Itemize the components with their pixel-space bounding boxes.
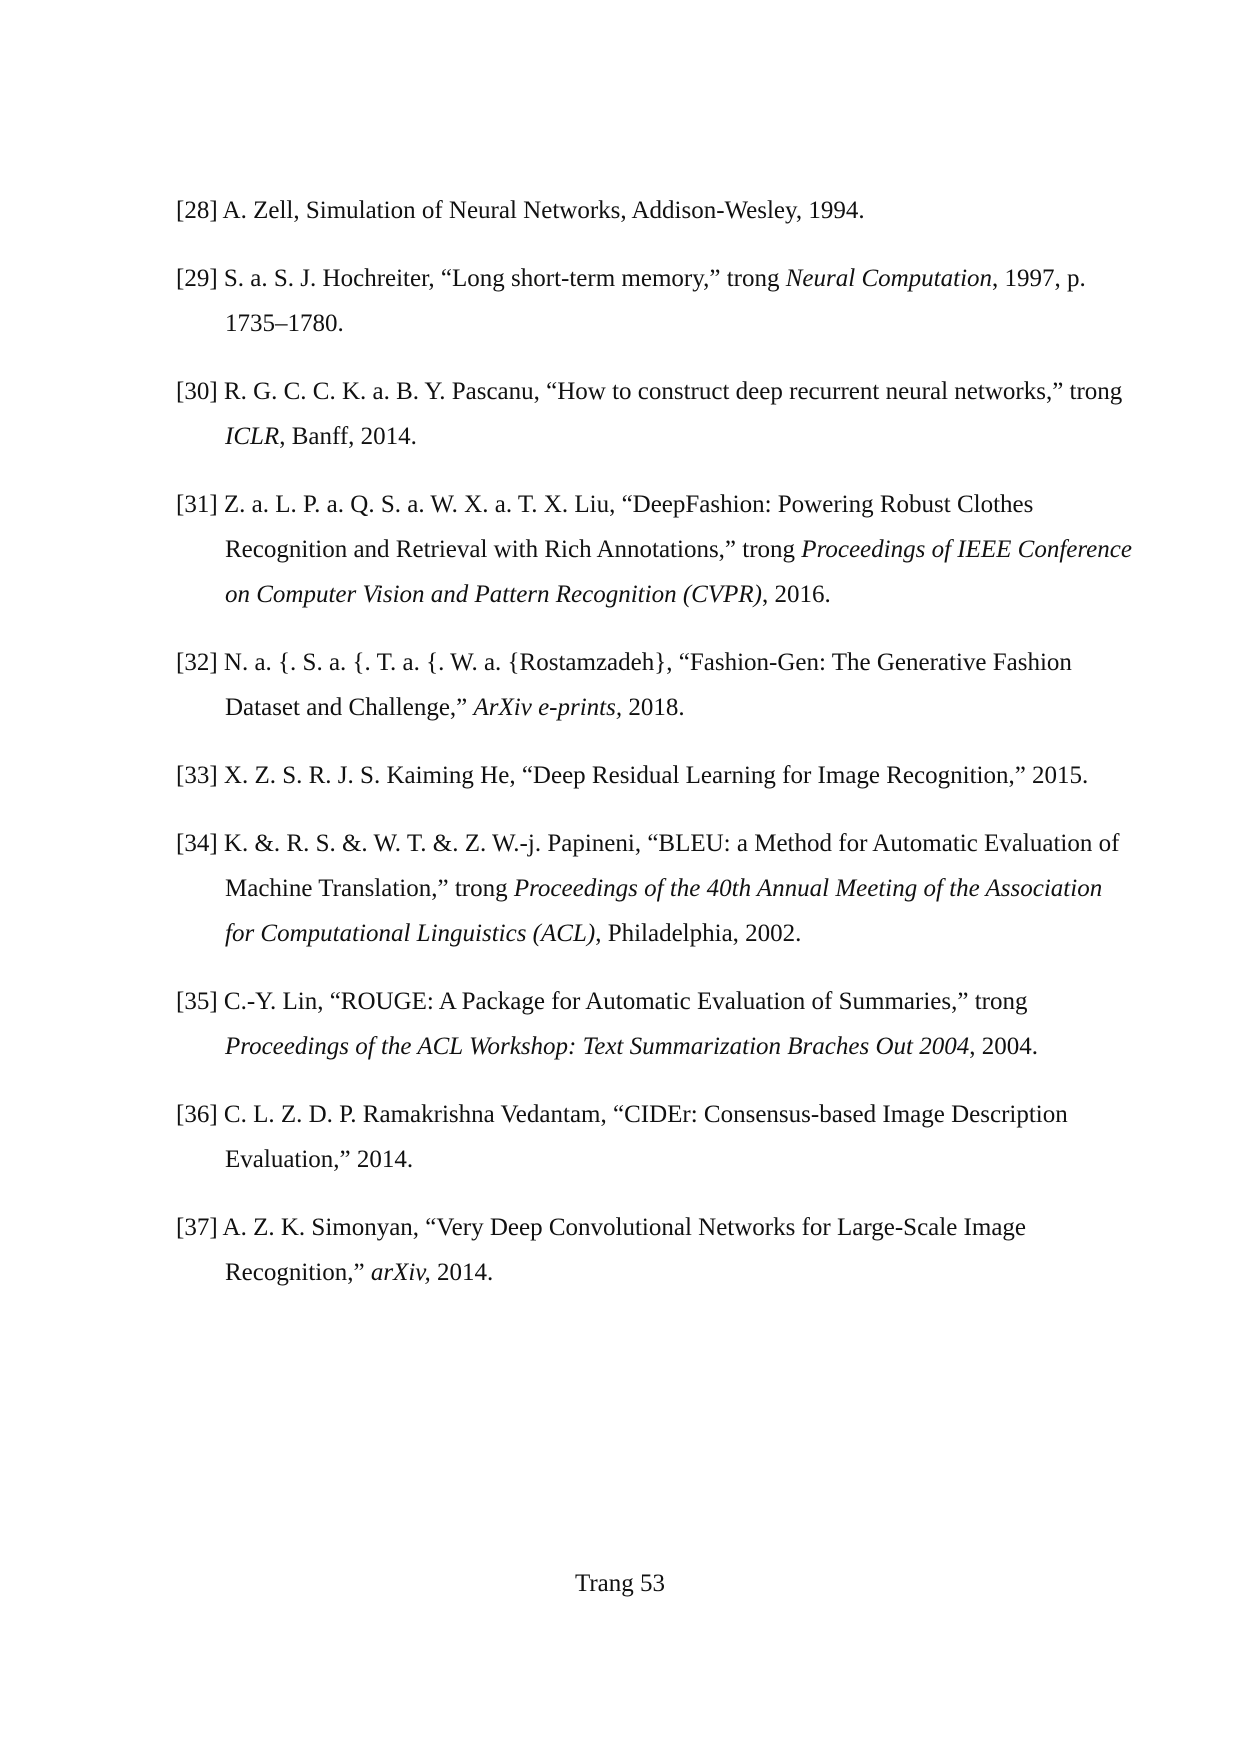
reference-item-37 [176,1205,1136,1295]
reference-number: [32] [176,649,218,676]
reference-item-33 [176,753,1136,798]
reference-text: A. Zell, Simulation of Neural Networks, Addison-Wesley, 1994. [222,197,865,224]
reference-text: C. L. Z. D. P. Ramakrishna Vedantam, “CIDEr: Consensus-based Image Description Evaluation,” 2014. [223,1101,1068,1173]
reference-item-35 [176,979,1136,1069]
reference-venue: arXiv, [370,1259,431,1286]
reference-number: [37] [176,1214,218,1241]
reference-venue: Proceedings of the 40th Annual Meeting of the Association for Computational Linguistics (ACL) [225,875,1103,947]
reference-venue: ICLR [225,423,280,450]
reference-number: [36] [176,1101,218,1128]
reference-text: R. G. C. C. K. a. B. Y. Pascanu, “How to construct deep recurrent neural networks,” trong [223,378,1123,405]
reference-text: C.-Y. Lin, “ROUGE: A Package for Automatic Evaluation of Summaries,” trong [223,988,1028,1015]
reference-text-end: 2018. [622,694,685,721]
reference-item-34 [176,821,1136,956]
reference-venue: ArXiv e-prints, [473,694,623,721]
reference-venue: Proceedings of the ACL Workshop: Text Summarization Braches Out 2004 [225,1033,970,1060]
reference-item-28 [176,188,1136,233]
reference-item-30 [176,369,1136,459]
reference-item-32 [176,640,1136,730]
reference-number: [29] [176,265,218,292]
reference-text: K. &. R. S. &. W. T. &. Z. W.-j. Papineni, “BLEU: a Method for Automatic Evaluation of Machine Translation,” trong [223,830,1120,902]
reference-text-end: , 1997, p. 1735–1780. [225,265,1086,337]
reference-item-36 [176,1092,1136,1182]
reference-venue: Proceedings of IEEE Conference on Computer Vision and Pattern Recognition (CVPR) [225,536,1132,608]
reference-text-end: 2014. [430,1259,494,1286]
reference-text: A. Z. K. Simonyan, “Very Deep Convolutional Networks for Large-Scale Image Recognition,” [222,1214,1027,1286]
reference-list [176,188,1136,1318]
reference-text-end: , Philadelphia, 2002. [595,920,802,947]
reference-number: [31] [176,491,218,518]
page-number-footer: Trang 53 [574,1570,666,1597]
reference-text: X. Z. S. R. J. S. Kaiming He, “Deep Residual Learning for Image Recognition,” 2015. [223,762,1089,789]
reference-item-31 [176,482,1136,617]
reference-number: [33] [176,762,218,789]
reference-text: S. a. S. J. Hochreiter, “Long short-term memory,” trong [223,265,786,292]
reference-text-end: , 2004. [969,1033,1038,1060]
reference-number: [34] [176,830,218,857]
reference-number: [35] [176,988,218,1015]
reference-number: [30] [176,378,218,405]
reference-item-29 [176,256,1136,346]
reference-text-end: , 2016. [761,581,831,608]
reference-text: Z. a. L. P. a. Q. S. a. W. X. a. T. X. Liu, “DeepFashion: Powering Robust Clothes Recognition and Retrieval with Rich Annotations,” trong [223,491,1034,563]
reference-number: [28] [176,197,218,224]
reference-text-end: , Banff, 2014. [279,423,417,450]
reference-venue: Neural Computation [785,265,993,292]
reference-text: N. a. {. S. a. {. T. a. {. W. a. {Rostamzadeh}, “Fashion-Gen: The Generative Fashion Dataset and Challenge,” [223,649,1072,721]
